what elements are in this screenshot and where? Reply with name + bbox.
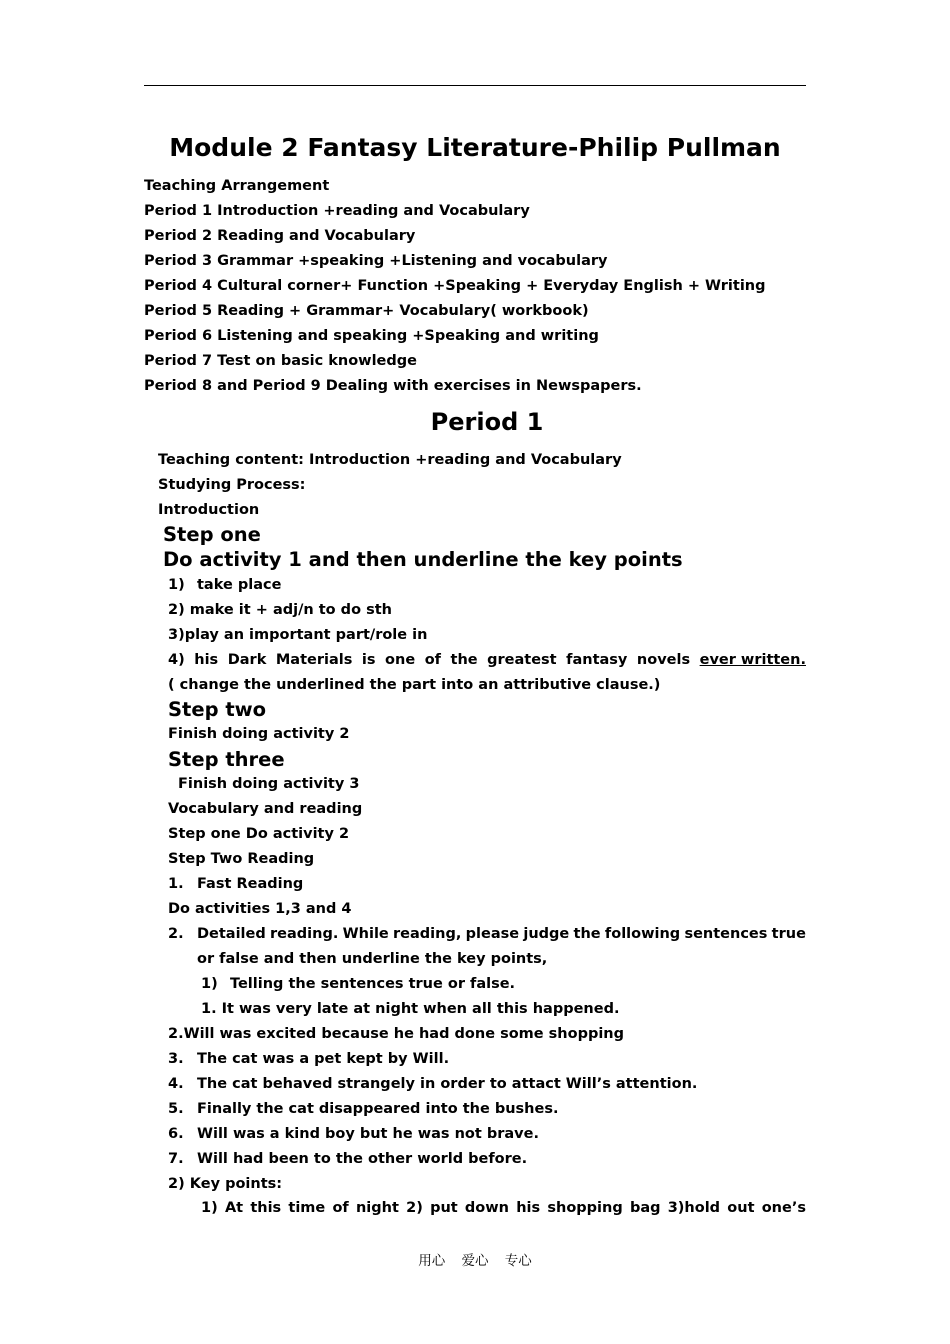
word: 1) <box>201 1200 218 1216</box>
word: bag <box>629 1200 661 1216</box>
list-text: The cat was a pet kept by Will. <box>197 1051 450 1067</box>
arrangement-period: Period 2 Reading and Vocabulary <box>144 228 416 244</box>
word: his <box>516 1200 541 1216</box>
word: reading, <box>393 926 462 942</box>
list-text: Fast Reading <box>197 876 304 892</box>
tf-sentence-6 <box>168 1125 539 1143</box>
footer-text: 爱心 <box>461 1253 489 1269</box>
arrangement-period: Period 3 Grammar +speaking +Listening and vocabulary <box>144 253 608 269</box>
key-point-4-note: ( change the underlined the part into an attributive clause.) <box>168 677 661 693</box>
list-text: The cat behaved strangely in order to attact Will’s attention. <box>197 1076 698 1092</box>
arrangement-period: Period 4 Cultural corner+ Function +Speaking + Everyday English + Writing <box>144 278 766 294</box>
word: judge <box>523 926 570 942</box>
word: At <box>224 1200 244 1216</box>
arrangement-period: Period 5 Reading + Grammar+ Vocabulary( workbook) <box>144 303 589 319</box>
header-rule <box>144 85 806 86</box>
word: fantasy <box>566 652 628 668</box>
word: shopping <box>547 1200 623 1216</box>
word: Materials <box>275 652 353 668</box>
list-number: 1) <box>201 976 218 992</box>
underlined-phrase: ever written. <box>699 652 806 668</box>
word: one <box>385 652 416 668</box>
arrangement-period: Period 6 Listening and speaking +Speaking and writing <box>144 328 599 344</box>
detailed-reading-number: 2. <box>168 926 184 942</box>
word: 2) <box>406 1200 423 1216</box>
footer-text: 用心 <box>418 1253 446 1269</box>
arrangement-period: Period 8 and Period 9 Dealing with exercises in Newspapers. <box>144 378 642 394</box>
word: one’s <box>761 1200 806 1216</box>
introduction-label: Introduction <box>158 502 260 518</box>
word: out <box>727 1200 755 1216</box>
step-one-heading: Step one <box>163 523 261 546</box>
arrangement-period: Period 1 Introduction +reading and Vocabulary <box>144 203 530 219</box>
list-number: 1) <box>168 577 185 593</box>
word: novels <box>636 652 691 668</box>
key-point-2: 2) make it + adj/n to do sth <box>168 602 392 618</box>
word: true <box>771 926 806 942</box>
list-text: Telling the sentences true or false. <box>230 976 516 992</box>
list-text: take place <box>197 577 282 593</box>
vr-step-one: Step one Do activity 2 <box>168 826 350 842</box>
detailed-reading-line <box>197 925 806 943</box>
list-text: Will was a kind boy but he was not brave. <box>197 1126 539 1142</box>
word: please <box>465 926 520 942</box>
teaching-content: Teaching content: Introduction +reading and Vocabulary <box>158 452 622 468</box>
word: 3)hold <box>667 1200 721 1216</box>
word: While <box>342 926 389 942</box>
word: down <box>464 1200 509 1216</box>
word: Detailed <box>197 926 266 942</box>
key-points-line <box>201 1199 806 1217</box>
word: is <box>361 652 376 668</box>
step-three-task: Finish doing activity 3 <box>178 776 360 792</box>
step-two-heading: Step two <box>168 698 267 721</box>
key-point-1 <box>168 576 281 594</box>
list-number: 1. <box>168 876 184 892</box>
telling-item <box>201 975 515 993</box>
tf-sentence-5 <box>168 1100 558 1118</box>
list-number: 5. <box>168 1101 184 1117</box>
word: reading. <box>270 926 339 942</box>
period-1-heading: Period 1 <box>430 408 544 436</box>
word: sentences <box>684 926 768 942</box>
word: 4) <box>168 652 185 668</box>
word: following <box>604 926 681 942</box>
arrangement-heading: Teaching Arrangement <box>144 178 330 194</box>
detailed-reading-line-2: or false and then underline the key points, <box>197 951 548 967</box>
footer-text: 专心 <box>504 1253 532 1269</box>
list-number: 7. <box>168 1151 184 1167</box>
document-title: Module 2 Fantasy Literature-Philip Pullman <box>169 133 781 162</box>
key-points-heading: 2) Key points: <box>168 1176 283 1192</box>
word: this <box>250 1200 282 1216</box>
step-three-heading: Step three <box>168 748 285 771</box>
list-number: 6. <box>168 1126 184 1142</box>
list-number: 3. <box>168 1051 184 1067</box>
tf-sentence-3 <box>168 1050 449 1068</box>
list-text: Finally the cat disappeared into the bushes. <box>197 1101 559 1117</box>
vr-step-two: Step Two Reading <box>168 851 315 867</box>
tf-sentence-7 <box>168 1150 527 1168</box>
word: night <box>355 1200 399 1216</box>
tf-sentence-2: 2.Will was excited because he had done some shopping <box>168 1026 624 1042</box>
word: the <box>573 926 601 942</box>
tf-sentence-1: 1. It was very late at night when all this happened. <box>201 1001 620 1017</box>
list-number: 4. <box>168 1076 184 1092</box>
step-two-task: Finish doing activity 2 <box>168 726 350 742</box>
word: Dark <box>227 652 267 668</box>
list-text: Will had been to the other world before. <box>197 1151 528 1167</box>
word: his <box>194 652 219 668</box>
tf-sentence-4 <box>168 1075 697 1093</box>
studying-process: Studying Process: <box>158 477 306 493</box>
word: greatest <box>487 652 557 668</box>
word: of <box>332 1200 349 1216</box>
arrangement-period: Period 7 Test on basic knowledge <box>144 353 417 369</box>
step-one-task: Do activity 1 and then underline the key points <box>163 548 683 571</box>
key-point-4 <box>168 651 806 669</box>
word: of <box>424 652 441 668</box>
word: put <box>430 1200 458 1216</box>
word: the <box>450 652 478 668</box>
fast-reading <box>168 875 303 893</box>
word: time <box>288 1200 326 1216</box>
vocab-reading-heading: Vocabulary and reading <box>168 801 363 817</box>
page-footer <box>0 1249 950 1269</box>
fast-reading-task: Do activities 1,3 and 4 <box>168 901 352 917</box>
key-point-3: 3)play an important part/role in <box>168 627 428 643</box>
